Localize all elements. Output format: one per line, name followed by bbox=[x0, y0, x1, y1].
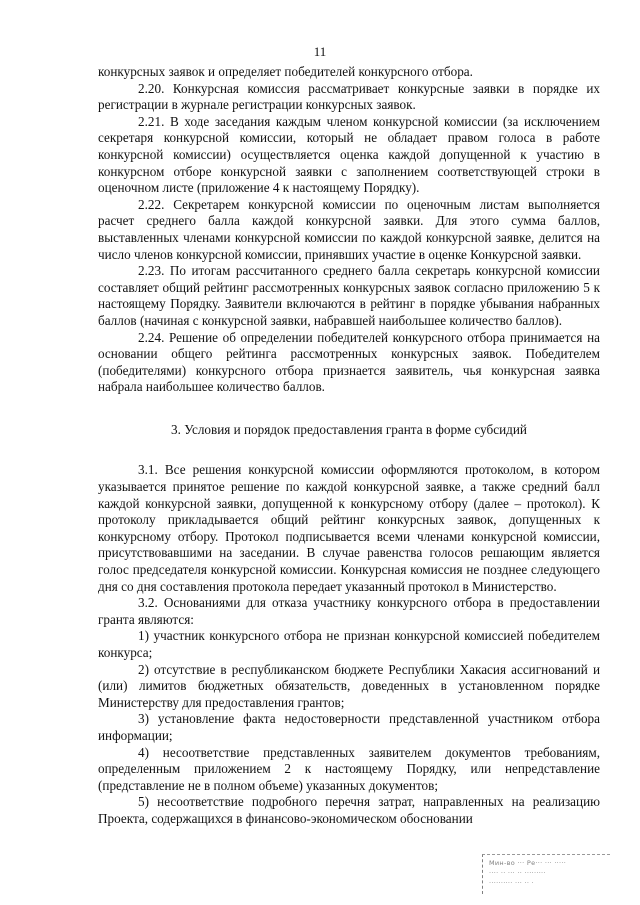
page-number: 11 bbox=[313, 44, 327, 59]
list-item-3: 3) установление факта недостоверности представленной участником отбора информации; bbox=[98, 711, 600, 743]
paragraph-2-24: 2.24. Решение об определении победителей конкурсного отбора принимается на основании общего рейтинга рассмотренных конкурсных заявок. Победителем (победителями) конкурсного отбора признается заявитель, чья конкурсная заявка набрала наибольшее количество баллов. bbox=[98, 329, 600, 395]
paragraph-continuation: конкурсных заявок и определяет победителей конкурсного отбора. bbox=[98, 64, 473, 79]
list-item-1: 1) участник конкурсного отбора не признан конкурсной комиссией победителем конкурса; bbox=[98, 628, 600, 660]
list-item-2: 2) отсутствие в республиканском бюджете Республики Хакасия ассигнований и (или) лимитов бюджетных обязательств, доведенных в установленном порядке Министерству для предоставления грантов; bbox=[98, 661, 600, 710]
stamp-line: Мин-во ··· Ре··· ··· ····· bbox=[489, 859, 567, 867]
paragraph-2-21: 2.21. В ходе заседания каждым членом конкурсной комиссии (за исключением секретаря конкурсной комиссии, который не обладает правом голоса в работе конкурсной комиссии) осуществляется оценка каждой допущенной к участию в конкурсном отборе конкурсной заявки с заполнением соответствующей строки в оценочном листе (приложение 4 к настоящему Порядку). bbox=[98, 113, 600, 196]
registration-stamp bbox=[482, 854, 610, 894]
paragraph-3-2: 3.2. Основаниями для отказа участнику конкурсного отбора в предоставлении гранта являются: bbox=[98, 595, 600, 627]
list-item-5: 5) несоответствие подробного перечня затрат, направленных на реализацию Проекта, содержащихся в финансово-экономическом обосновании bbox=[98, 794, 600, 826]
list-item-4: 4) несоответствие представленных заявителем документов требованиям, определенным приложением 2 к настоящему Порядку, или непредставление (представление не в полном объеме) указанных документов; bbox=[98, 744, 600, 793]
stamp-line: ·········· ··· ·· · bbox=[489, 879, 534, 887]
paragraph-2-20: 2.20. Конкурсная комиссия рассматривает конкурсные заявки в порядке их регистрации в журнале регистрации конкурсных заявок. bbox=[98, 80, 600, 113]
paragraph-2-22: 2.22. Секретарем конкурсной комиссии по оценочным листам выполняется расчет среднего балла каждой конкурсной заявки. Для этого сумма баллов, выставленных членами конкурсной комиссии по каждой конкурсной заявке, делится на число членов конкурсной комиссии, принявших участие в оценке Конкурсной заявки. bbox=[98, 196, 600, 262]
stamp-line: ···· ·· ··· ·· ········· bbox=[489, 869, 546, 877]
section-heading: 3. Условия и порядок предоставления гранта в форме субсидий bbox=[171, 421, 527, 437]
paragraph-3-1: 3.1. Все решения конкурсной комиссии оформляются протоколом, в котором указывается принятое решение по каждой конкурсной заявке, а также средний балл каждой конкурсной заявки, допущенной к конкурсному отбору (далее – протокол). К протоколу прикладывается общий рейтинг конкурсных заявок, допущенных к конкурсному отбору. Протокол подписывается всеми членами конкурсной комиссии, присутствовавшими на заседании. В случае равенства голосов решающим является голос председателя конкурсной комиссии. Конкурсная комиссия не позднее следующего дня со дня составления протокола передает указанный протокол в Министерство. bbox=[98, 462, 600, 594]
paragraph-2-23: 2.23. По итогам рассчитанного среднего балла секретарь конкурсной комиссии составляет общий рейтинг рассмотренных конкурсных заявок согласно приложению 5 к настоящему Порядку. Заявители включаются в рейтинг в порядке убывания набранных баллов (начиная с конкурсной заявки, набравшей наибольшее количество баллов). bbox=[98, 263, 600, 328]
document-body bbox=[98, 64, 600, 828]
